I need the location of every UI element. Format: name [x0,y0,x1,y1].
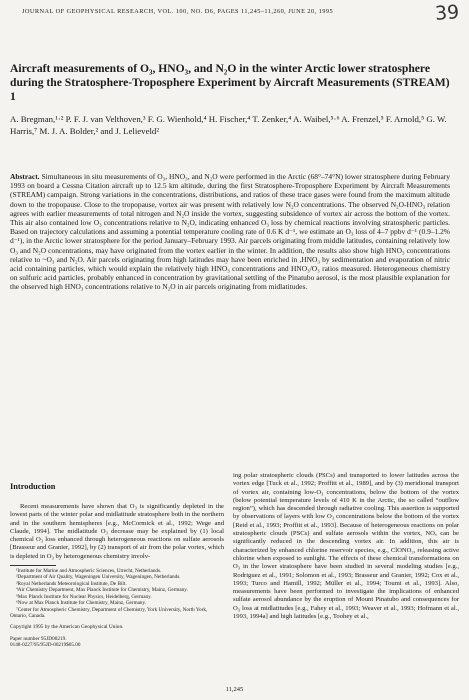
page-number: 11,245 [225,686,244,693]
article-title: Aircraft measurements of O₃, HNO₃, and N₂O in the winter Arctic lower stratosphere during the Stratosphere-Troposphere Experiment by Aircraft Measurements (STREAM) 1 [10,62,450,103]
footnote: ³Royal Netherlands Meteorological Institute, De Bilt. [16,580,127,587]
intro-text-left: Recent measurements have shown that O₃ is significantly depleted in the lowest parts of the winter polar and midlatitude stratosphere both in the northern and in the southern hemispheres [e.g., McCormick et al., 1992; Wege and Claude, 1994]. The midlatitude O₃ decrease may be explained by (1) local chemical O₃ loss enhanced through heterogeneous reactions on sulfate aerosols [Brasseur and Granier, 1992], by (2) transport of air from the polar vortex, which is depleted in O₃ by heterogeneous chemistry involv- [10,503,224,560]
footnote-divider [10,565,56,566]
abstract-text: Simultaneous in situ measurements of O₃, HNO₃, and N₂O were performed in the Arctic (68°–74°N) lower stratosphere during February 1993 on board a Cessna Citation aircraft up to 12.5 km altitude, during the first Stratosphere-Troposphere Experiment by Aircraft Measurements (STREAM) campaign. Strong variations in the concentrations, distributions, and ratios of these trace gases were found from the maximum altitude down to the tropopause. Close to the tropopause, vortex air was present with relatively low N₂O concentrations. The observed N₂O-HNO₃ relation agrees with earlier measurements of total nitrogen and N₂O inside the vortex, suggesting subsidence of vortex air across the bottom of the vortex. This air also contained low O₃ concentrations relative to N₂O, indicating enhanced O₃ loss by chemical reactions involving stratospheric particles. Based on trajectory calculations and assuming a potential temperature cooling rate of 0.6 K d⁻¹, we estimate an O₃ loss of 4–7 ppbv d⁻¹ (0.9–1.2% d⁻¹), in the Arctic lower stratosphere for the period January–February 1993. Air parcels originating from middle latitudes, containing relatively low O₃ and N₂O concentrations, may have originated from the vortex earlier in the winter. In addition, the results also show high HNO₃ concentrations relative to ~O₃ and N₂O. Air parcels originating from high latitudes may have been enriched in ,HNO₃ by sedimentation and evaporation of nitric acid containing particles, which would explain the relatively high HNO₃ concentrations and HNO₃/O₃ ratios measured. Heterogeneous chemistry on sulfuric acid particles, probably enhanced in concentration by gravitational settling of the Pinatubo aerosol, is the most plausible explanation for the observed high HNO₃ concentrations relative to N₂O in air parcels originating from midlatitudes. [10,172,451,292]
footnote: ²Department of Air Quality, Wageningen University, Wageningen, Netherlands. [16,574,181,581]
abstract [10,172,450,292]
paper-number: Paper number 95JD00219. [10,635,67,642]
author-list: A. Bregman,¹·² P. F. J. van Velthoven,³ F. G. Wienhold,⁴ H. Fischer,⁴ T. Zenker,⁴ A. Waibel,⁵·⁶ A. Frenzel,⁵ F. Arnold,⁵ G. W. Harris,⁷ M. J. A. Bolder,² and J. Lelieveld² [10,114,447,136]
abstract-label: Abstract. [10,172,40,181]
section-heading-introduction: Introduction [10,482,56,491]
footnote: ⁷Center for Atmospheric Chemistry, Department of Chemistry, York University, North York, Ontario, Canada. [10,606,208,619]
intro-text-right: ing polar stratospheric clouds (PSCs) and transported to lower latitudes across the vortex edge [Tuck et al., 1992; Proffitt et al., 1989], and by (3) meridional transport of vortex air, containing low-O₃ concentrations, below the bottom of the vortex (below potential temperature levels of 410 K in the Arctic, the so called “outflow region”), which has descended through radiative cooling. This assertion is supported by observations of layers with low O₃ concentrations below the bottom of the vortex [Reid et al., 1993; Proffitt et al., 1993]. Because of heterogeneous reactions on polar stratospheric clouds (PSCs) and sulfate aerosols within the vortex, NOₓ can be significantly reduced in the descending vortex air. In addition, this air is characterized by enhanced chlorine reservoir species, e.g., ClONO₂, releasing active chlorine when exposed to sunlight. The effects of these chemical transformations on O₃ in the lower stratosphere have been studied in several modeling studies [e.g., Rodriguez et al., 1991; Solomon et al., 1993; Brasseur and Granier, 1992; Cox et al., 1993; Turco and Hamill, 1992; Müller et al., 1994; Toumi et al., 1993]. Also, measurements have been performed to investigate the implications of enhanced sulfate aerosol abundance by the eruption of Mount Pinatubo and consequences for O₃ loss at midlatitudes [e.g., Fahey et al., 1993; Weaver et al., 1993; Hofmann et al., 1993, 1994a] and high latitudes [e.g., Toohey et al., [233,472,459,621]
left-column [10,472,224,649]
footnote: ⁴Air Chemistry Department, Max Planck Institute for Chemistry, Mainz, Germany. [16,587,188,594]
copyright-notice: Copyright 1995 by the American Geophysical Union. [10,624,124,631]
journal-header: JOURNAL OF GEOPHYSICAL RESEARCH, VOL. 100, NO. D6, PAGES 11,245–11,260, JUNE 20, 1995 [22,8,334,15]
right-column [233,472,459,621]
footnote: ¹Institute for Marine and Atmospheric Sciences, Utrecht, Netherlands. [16,568,162,575]
footnote: ⁵Max Planck Institute for Nuclear Physics, Heidelberg, Germany. [16,593,152,600]
footnote: ⁶Now at Max Planck Institute for Chemistry, Mainz, Germany. [16,600,147,607]
issn-line: 0148-0227/95/95JD-00219$05.00 [10,642,81,649]
handwritten-page-number: 39 [434,1,460,25]
